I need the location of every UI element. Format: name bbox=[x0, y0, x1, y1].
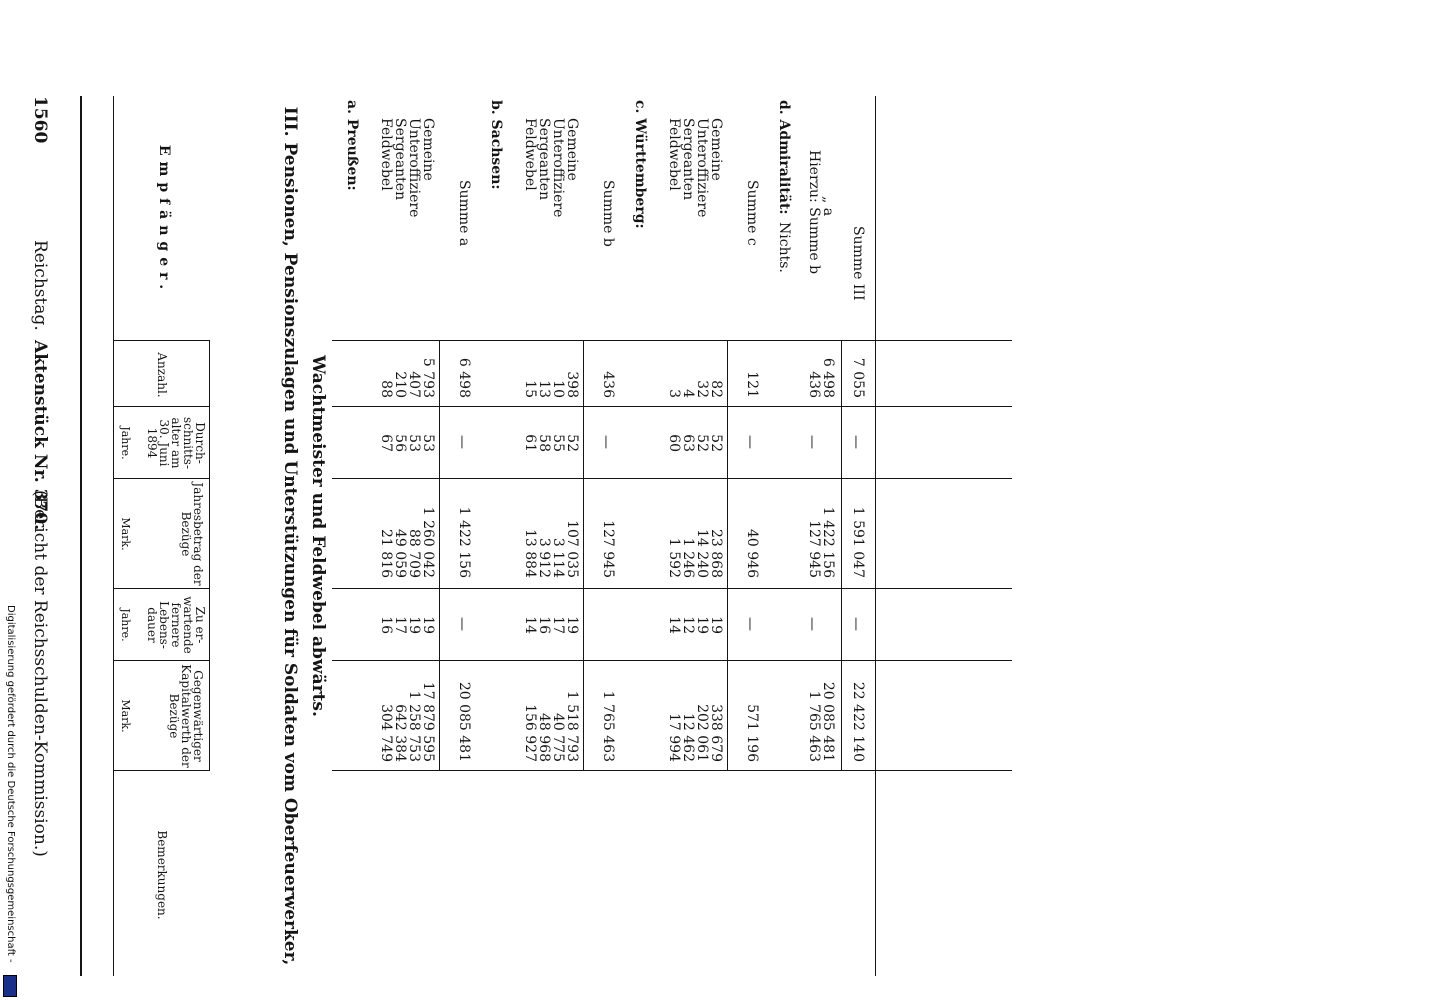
sum-label: Summe a bbox=[456, 180, 472, 247]
sum-label: Summe b bbox=[600, 180, 616, 247]
subtotal-rule bbox=[583, 340, 584, 770]
col-remarks: Bemerkungen. bbox=[155, 830, 169, 920]
header-rule-bottom bbox=[113, 96, 114, 976]
digitization-note: Digitalisierung gefördert durch die Deutsche Forschungsgemeinschaft - bbox=[5, 605, 16, 963]
row-capital: 17 879 595 bbox=[420, 681, 436, 762]
header-divider bbox=[114, 478, 210, 479]
group-heading-sachsen: b. Sachsen: bbox=[488, 100, 504, 190]
row-age: 52 bbox=[564, 434, 580, 452]
group-heading-wuerttemberg: c. Württemberg: bbox=[632, 100, 648, 229]
row-capital: 202 061 bbox=[694, 704, 710, 762]
row-label: Gemeine bbox=[564, 118, 580, 181]
row-capital: 642 384 bbox=[392, 704, 408, 762]
row-capital: 156 927 bbox=[522, 704, 538, 762]
header-rule-top bbox=[80, 96, 82, 976]
row-count: 10 bbox=[550, 380, 566, 398]
dfg-logo-icon bbox=[3, 975, 17, 997]
sum-amount: 1 422 156 bbox=[456, 506, 472, 578]
section-title: III. Pensionen, Pensionszulagen und Unterstützungen für Soldaten vom Oberfeuerwerker, bbox=[280, 106, 300, 966]
row-capital: 338 679 bbox=[708, 704, 724, 762]
row-life: 17 bbox=[392, 616, 408, 634]
col-annual-amount-unit: Mark. bbox=[119, 517, 132, 551]
row-life: 14 bbox=[666, 616, 682, 634]
row-amount: 49 059 bbox=[392, 529, 408, 578]
row-amount: 3 912 bbox=[536, 537, 552, 578]
subtotal-rule bbox=[439, 340, 440, 770]
header-divider bbox=[114, 770, 210, 771]
group-heading-preussen: a. Preußen: bbox=[344, 100, 360, 191]
row-count: 82 bbox=[708, 380, 724, 398]
row-label: Gemeine bbox=[420, 118, 436, 181]
row-label: Unteroffiziere bbox=[694, 118, 710, 218]
row-count: 13 bbox=[536, 380, 552, 398]
sum-label: Summe c bbox=[744, 180, 760, 246]
row-age: 61 bbox=[522, 434, 538, 452]
row-age: 53 bbox=[406, 434, 422, 452]
row-amount: 88 709 bbox=[406, 529, 422, 578]
row-life: 17 bbox=[550, 616, 566, 634]
row-count: 5 793 bbox=[420, 357, 436, 398]
hierzu-b-life: — bbox=[804, 617, 820, 631]
row-life: 14 bbox=[522, 616, 538, 634]
row-amount: 13 884 bbox=[522, 529, 538, 578]
sum-count: 436 bbox=[600, 371, 616, 398]
row-life: 19 bbox=[708, 616, 724, 634]
row-capital: 17 994 bbox=[666, 713, 682, 762]
row-age: 55 bbox=[550, 434, 566, 452]
subtotal-rule bbox=[727, 340, 728, 770]
row-capital: 304 749 bbox=[378, 704, 394, 762]
sum-count: 6 498 bbox=[456, 357, 472, 398]
row-life: 19 bbox=[420, 616, 436, 634]
col-avg-age: Durchschnittsalter am 30. Juni 1894 bbox=[145, 416, 207, 470]
hierzu-b-amount: 127 945 bbox=[806, 520, 822, 578]
hierzu-a-amount: 1 422 156 bbox=[820, 506, 836, 578]
row-capital: 12 462 bbox=[680, 713, 696, 762]
hierzu-label: Hierzu: Summe b bbox=[806, 150, 822, 275]
total-label: Summe III bbox=[850, 226, 866, 301]
col-capital-value: Gegenwärtiger Kapitalwerth der Bezüge bbox=[167, 664, 205, 768]
row-age: 53 bbox=[420, 434, 436, 452]
row-label: Sergeanten bbox=[680, 118, 696, 201]
row-count: 210 bbox=[392, 371, 408, 398]
hierzu-b-capital: 1 765 463 bbox=[806, 690, 822, 762]
sum-age: — bbox=[454, 435, 470, 449]
total-rule bbox=[841, 340, 842, 770]
row-age: 67 bbox=[378, 434, 394, 452]
row-label: Unteroffiziere bbox=[406, 118, 422, 218]
page-number: 1560 bbox=[30, 96, 50, 144]
row-label: Feldwebel bbox=[522, 118, 538, 191]
row-label: Sergeanten bbox=[392, 118, 408, 201]
row-capital: 48 968 bbox=[536, 713, 552, 762]
header-divider bbox=[114, 660, 210, 661]
document-number: Aktenstück Nr. 370. bbox=[30, 340, 50, 531]
row-age: 60 bbox=[666, 434, 682, 452]
row-age: 63 bbox=[680, 434, 696, 452]
row-count: 4 bbox=[680, 389, 696, 398]
row-amount: 1 592 bbox=[666, 537, 682, 578]
col-count: Anzahl. bbox=[155, 352, 169, 398]
header-divider bbox=[114, 340, 210, 341]
sum-amount: 127 945 bbox=[600, 520, 616, 578]
row-amount: 1 260 042 bbox=[420, 506, 436, 578]
row-life: 19 bbox=[564, 616, 580, 634]
row-age: 52 bbox=[708, 434, 724, 452]
col-capital-value-unit: Mark. bbox=[119, 699, 132, 733]
body-divider bbox=[332, 770, 1012, 771]
total-life: — bbox=[848, 617, 864, 631]
sum-capital: 571 196 bbox=[744, 704, 760, 762]
sum-age: — bbox=[598, 435, 614, 449]
col-remaining-life: Zu erwartende fernere Lebensdauer bbox=[145, 596, 207, 654]
row-label: Sergeanten bbox=[536, 118, 552, 201]
total-count: 7 055 bbox=[850, 357, 866, 398]
commission-note: (Bericht der Reichsschulden-Kommission.) bbox=[30, 490, 50, 857]
sum-age: — bbox=[742, 435, 758, 449]
row-label: Unteroffiziere bbox=[550, 118, 566, 218]
row-life: 19 bbox=[406, 616, 422, 634]
sum-capital: 1 765 463 bbox=[600, 690, 616, 762]
row-amount: 107 035 bbox=[564, 520, 580, 578]
row-count: 32 bbox=[694, 380, 710, 398]
header-divider bbox=[114, 588, 210, 589]
group-heading-admiralitaet: d. Admiralität: bbox=[776, 100, 792, 215]
row-life: 16 bbox=[536, 616, 552, 634]
row-amount: 3 114 bbox=[550, 537, 566, 578]
table-bottom-rule bbox=[875, 96, 876, 976]
row-label: Feldwebel bbox=[666, 118, 682, 191]
row-amount: 23 868 bbox=[708, 529, 724, 578]
section-subtitle: Wachtmeister und Feldwebel abwärts. bbox=[308, 355, 328, 717]
total-amount: 1 591 047 bbox=[850, 506, 866, 578]
row-capital: 40 775 bbox=[550, 713, 566, 762]
row-capital: 1 258 753 bbox=[406, 690, 422, 762]
total-age: — bbox=[848, 435, 864, 449]
row-life: 12 bbox=[680, 616, 696, 634]
row-age: 58 bbox=[536, 434, 552, 452]
row-amount: 14 240 bbox=[694, 529, 710, 578]
header-rule-body bbox=[209, 340, 210, 770]
hierzu-a-count: 6 498 bbox=[820, 357, 836, 398]
hierzu-b-age: — bbox=[804, 435, 820, 449]
publication-name: Reichstag. bbox=[30, 240, 50, 331]
row-age: 52 bbox=[694, 434, 710, 452]
sum-count: 121 bbox=[744, 371, 760, 398]
header-divider bbox=[114, 406, 210, 407]
hierzu-a-label: „ a bbox=[820, 196, 836, 217]
row-count: 3 bbox=[666, 389, 682, 398]
row-count: 15 bbox=[522, 380, 538, 398]
row-count: 407 bbox=[406, 371, 422, 398]
row-amount: 21 816 bbox=[378, 529, 394, 578]
hierzu-a-capital: 20 085 481 bbox=[820, 681, 836, 762]
col-remaining-life-unit: Jahre. bbox=[119, 608, 132, 642]
sum-capital: 20 085 481 bbox=[456, 681, 472, 762]
row-age: 56 bbox=[392, 434, 408, 452]
row-life: 19 bbox=[694, 616, 710, 634]
row-count: 398 bbox=[564, 371, 580, 398]
hierzu-b-count: 436 bbox=[806, 371, 822, 398]
sum-life: — bbox=[742, 617, 758, 631]
row-label: Gemeine bbox=[708, 118, 724, 181]
row-label: Feldwebel bbox=[378, 118, 394, 191]
row-capital: 1 518 793 bbox=[564, 690, 580, 762]
sum-amount: 40 946 bbox=[744, 529, 760, 578]
sum-life: — bbox=[454, 617, 470, 631]
admiralty-note: Nichts. bbox=[776, 222, 792, 273]
row-life: 16 bbox=[378, 616, 394, 634]
row-count: 88 bbox=[378, 380, 394, 398]
col-recipient: Empfänger. bbox=[156, 144, 172, 296]
row-amount: 1 246 bbox=[680, 537, 696, 578]
col-avg-age-unit: Jahre. bbox=[119, 426, 132, 460]
col-annual-amount: Jahresbetrag der Bezüge bbox=[179, 482, 205, 586]
total-capital: 22 422 140 bbox=[850, 681, 866, 762]
digitization-stamp bbox=[2, 605, 16, 997]
